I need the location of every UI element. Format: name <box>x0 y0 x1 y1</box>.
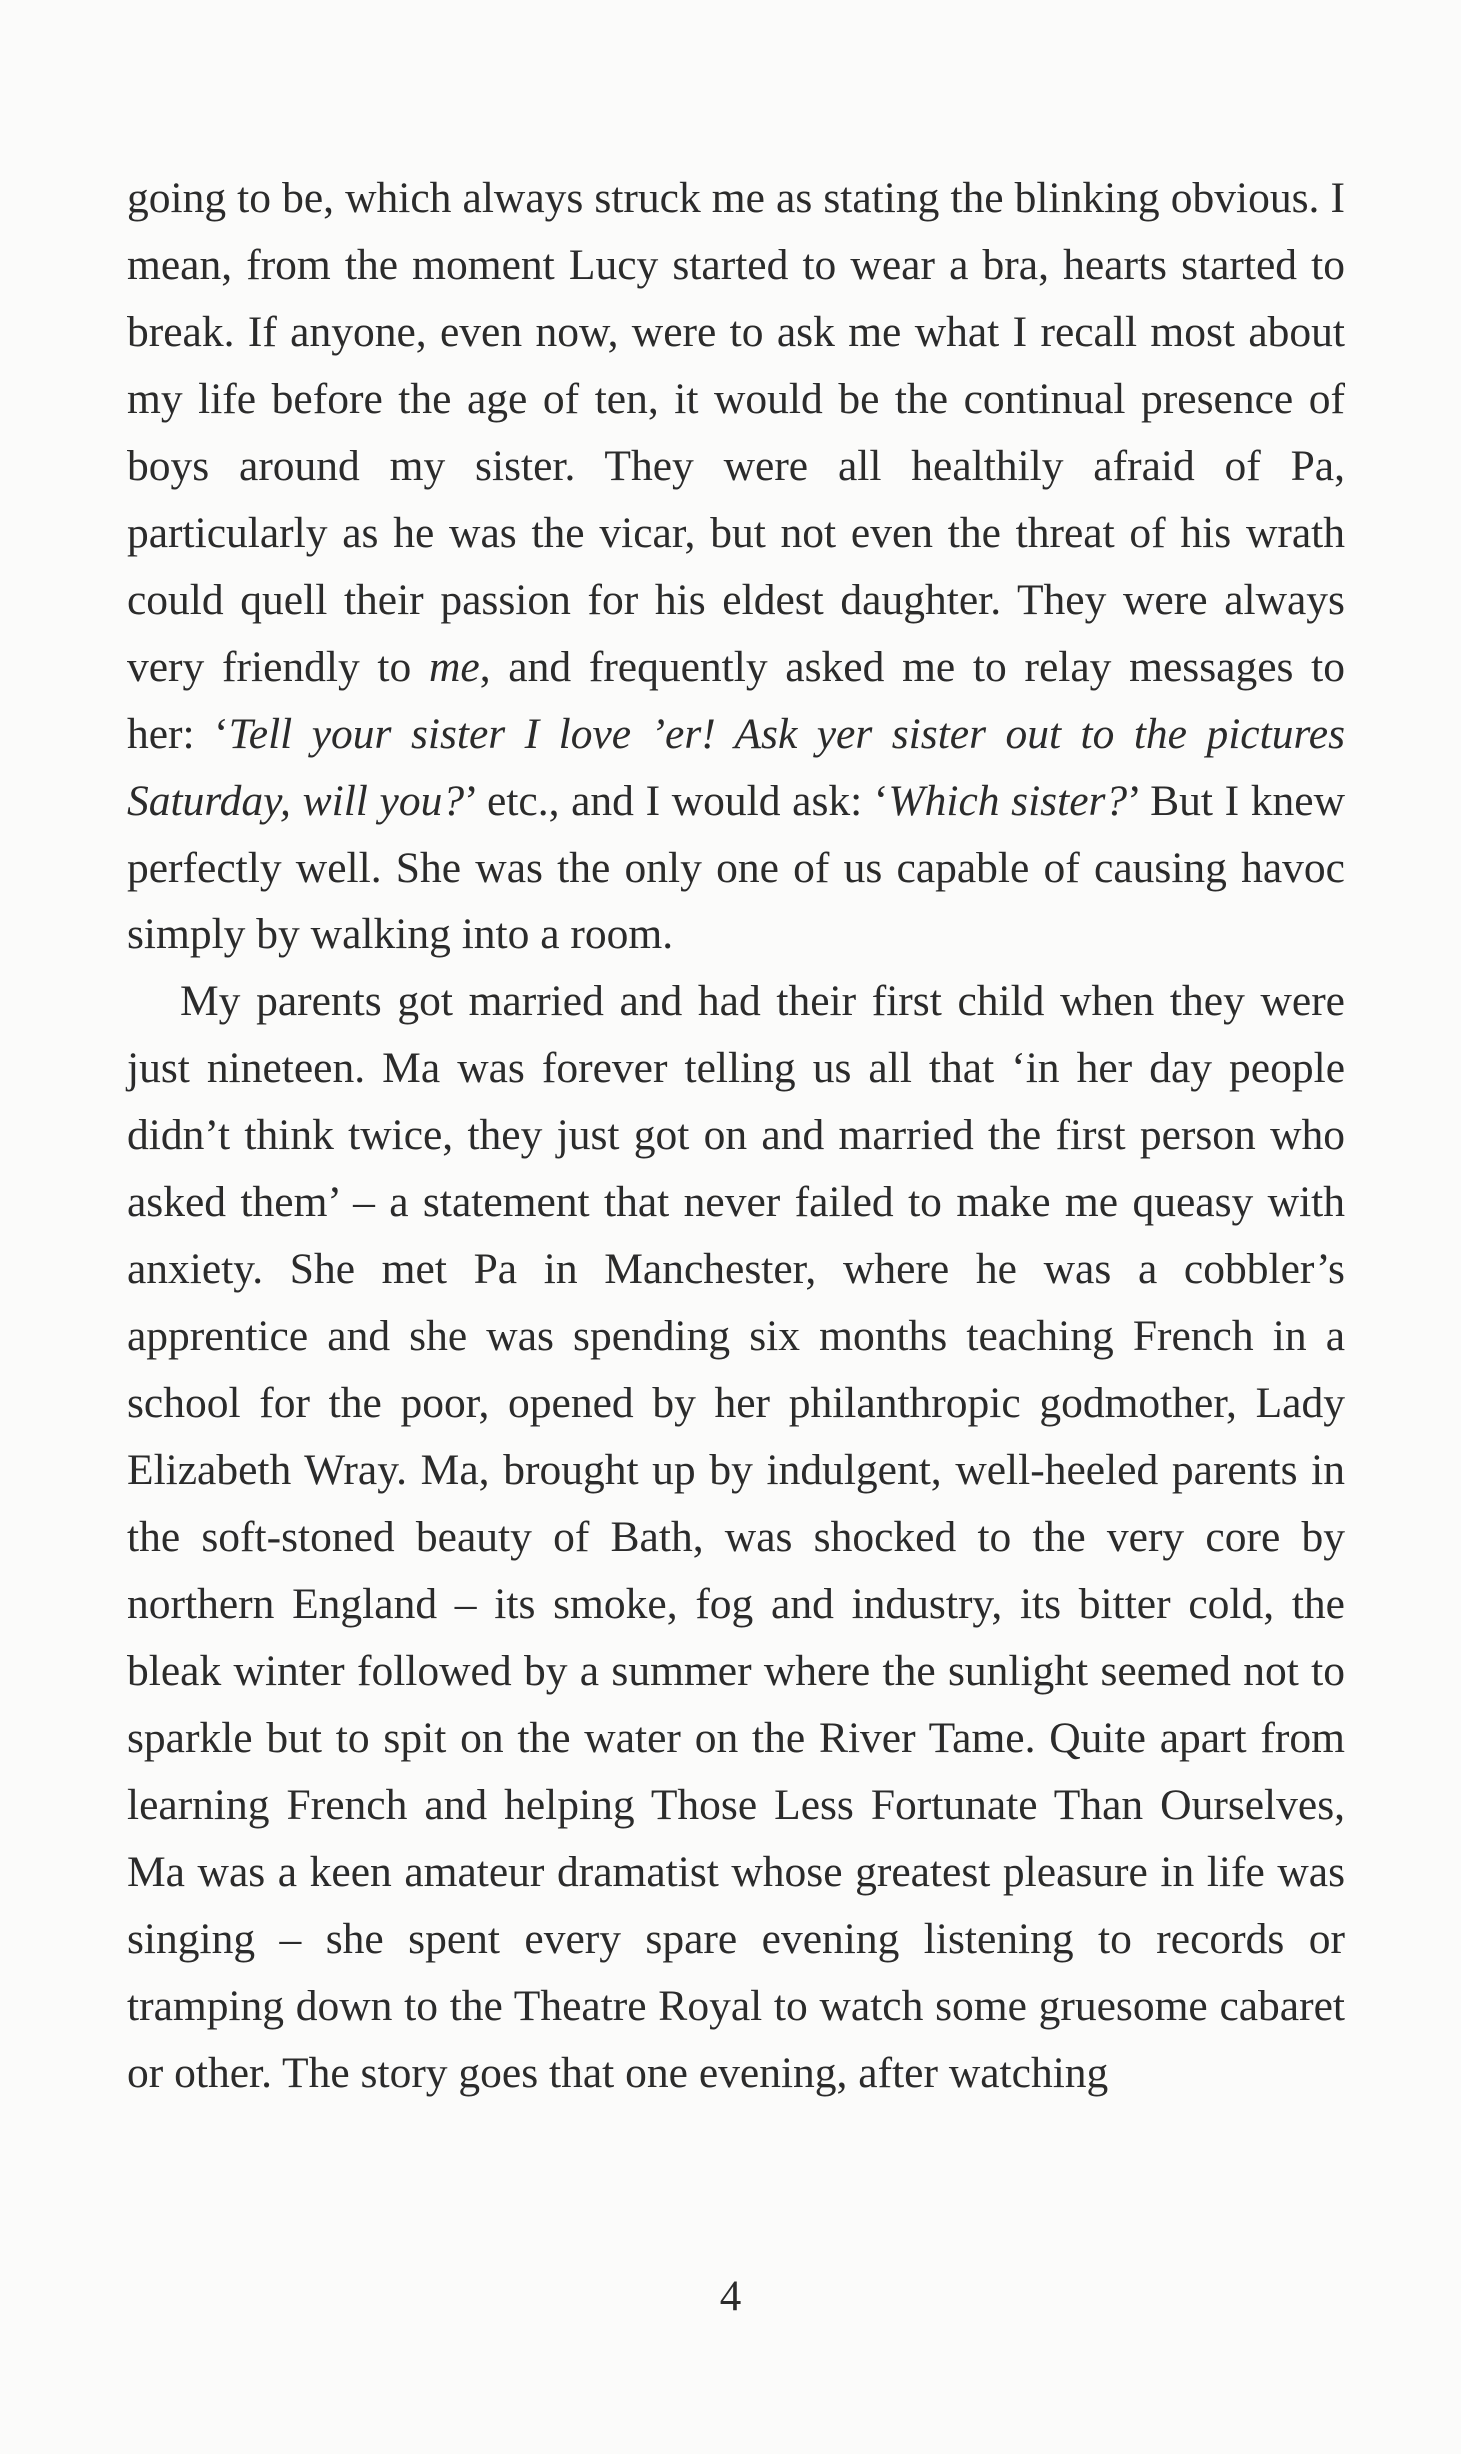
text-run: ’ etc., and I would ask: ‘ <box>464 776 889 825</box>
page-number: 4 <box>719 2273 742 2320</box>
text-run: , and frequently asked me to relay messages to her: ‘ <box>127 642 1345 758</box>
italic-run: me <box>428 642 480 691</box>
body-text <box>127 165 1345 2107</box>
paragraph-indented: My parents got married and had their first child when they were just nineteen. Ma was forever telling us all that ‘in her day people didn’t think twice, they just got on and married the first person who asked them’ – a statement that never failed to make me queasy with anxiety. She met Pa in Manchester, where he was a cobbler’s apprentice and she was spending six months teaching French in a school for the poor, opened by her philanthropic godmother, Lady Elizabeth Wray. Ma, brought up by indulgent, well-heeled parents in the soft-stoned beauty of Bath, was shocked to the very core by northern England – its smoke, fog and industry, its bitter cold, the bleak winter followed by a summer where the sunlight seemed not to sparkle but to spit on the water on the River Tame. Quite apart from learning French and helping Those Less Fortunate Than Ourselves, Ma was a keen amateur dramatist whose greatest pleasure in life was singing – she spent every spare evening listening to records or tramping down to the Theatre Royal to watch some gruesome cabaret or other. The story goes that one evening, after watching <box>127 977 1345 2097</box>
italic-run: Tell your sister I love ’er! Ask yer sister out to the pictures Saturday, will you? <box>127 709 1345 825</box>
italic-run: Which sister? <box>888 776 1128 825</box>
paragraph-continuation <box>127 165 1345 968</box>
text-run: ’ But I knew perfectly well. She was the only one of us capable of causing havoc simply by walking into a room. <box>127 776 1345 959</box>
text-run: going to be, which always struck me as stating the blinking obvious. I mean, from the moment Lucy started to wear a bra, hearts started to break. If anyone, even now, were to ask me what I recall most about my life before the age of ten, it would be the continual presence of boys around my sister. They were all healthily afraid of Pa, particularly as he was the vicar, but not even the threat of his wrath could quell their passion for his eldest daughter. They were always very friendly to <box>127 174 1345 691</box>
